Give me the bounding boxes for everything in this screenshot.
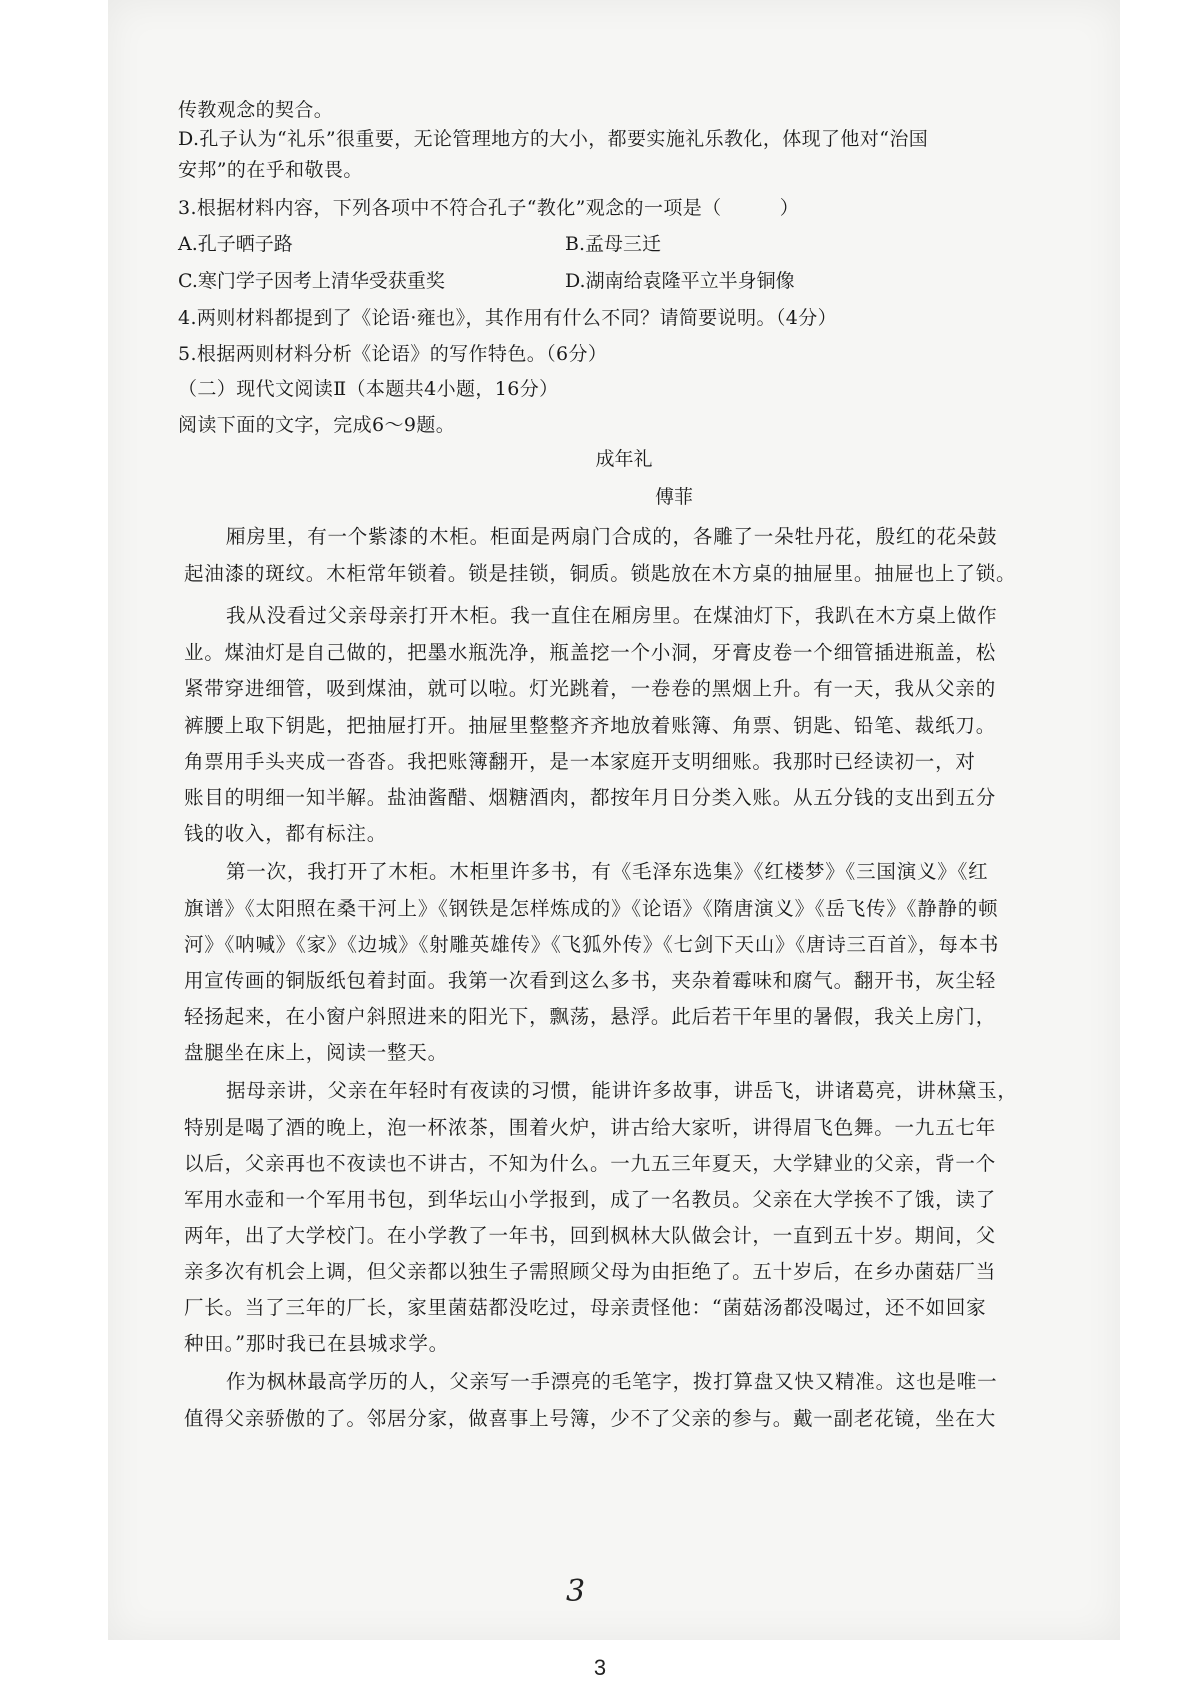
question-5: 5.根据两则材料分析《论语》的写作特色。（6分） <box>178 343 608 365</box>
question-3-option-b: B.孟母三迁 <box>565 233 662 255</box>
article-line: 轻扬起来，在小窗户斜照进来的阳光下，飘荡，悬浮。此后若干年里的暑假，我关上房门， <box>184 1005 997 1028</box>
article-line: 裤腰上取下钥匙，把抽屉打开。抽屉里整整齐齐地放着账簿、角票、钥匙、铅笔、裁纸刀。 <box>184 714 997 737</box>
article-line: 角票用手头夹成一沓沓。我把账簿翻开，是一本家庭开支明细账。我那时已经读初一，对 <box>184 750 976 773</box>
article-line: 作为枫林最高学历的人，父亲写一手漂亮的毛笔字，拨打算盘又快又精准。这也是唯一 <box>226 1370 998 1393</box>
article-line: 用宣传画的铜版纸包着封面。我第一次看到这么多书，夹杂着霉味和腐气。翻开书，灰尘轻 <box>184 969 997 992</box>
article-line: 业。煤油灯是自己做的，把墨水瓶洗净，瓶盖挖一个小洞，牙膏皮卷一个细管插进瓶盖，松 <box>184 641 997 664</box>
handwritten-page-number: 3 <box>566 1574 586 1609</box>
article-line: 起油漆的斑纹。木柜常年锁着。锁是挂锁，铜质。锁匙放在木方桌的抽屉里。抽屉也上了锁。 <box>184 562 1017 585</box>
option-c-continuation: 传教观念的契合。 <box>178 99 334 121</box>
article-line: 特别是喝了酒的晚上，泡一杯浓茶，围着火炉，讲古给大家听，讲得眉飞色舞。一九五七年 <box>184 1116 997 1139</box>
article-line: 第一次，我打开了木柜。木柜里许多书，有《毛泽东选集》《红楼梦》《三国演义》《红 <box>226 860 989 883</box>
article-line: 厂长。当了三年的厂长，家里菌菇都没吃过，母亲责怪他：“菌菇汤都没喝过，还不如回家 <box>184 1296 987 1319</box>
article-line: 旗谱》《太阳照在桑干河上》《钢铁是怎样炼成的》《论语》《隋唐演义》《岳飞传》《静静的顿 <box>184 897 999 920</box>
question-4: 4.两则材料都提到了《论语·雍也》，其作用有什么不同？请简要说明。（4分） <box>178 307 838 329</box>
article-line: 亲多次有机会上调，但父亲都以独生子需照顾父母为由拒绝了。五十岁后，在乡办菌菇厂当 <box>184 1260 997 1283</box>
question-3: 3.根据材料内容，下列各项中不符合孔子“教化”观念的一项是（ ） <box>178 197 800 219</box>
article-line: 据母亲讲，父亲在年轻时有夜读的习惯，能讲许多故事，讲岳飞，讲诸葛亮，讲林黛玉， <box>226 1079 1018 1102</box>
article-line: 我从没看过父亲母亲打开木柜。我一直住在厢房里。在煤油灯下，我趴在木方桌上做作 <box>226 604 998 627</box>
page-number: 3 <box>593 1655 607 1680</box>
article-line: 值得父亲骄傲的了。邻居分家，做喜事上号簿，少不了父亲的参与。戴一副老花镜，坐在大 <box>184 1407 997 1430</box>
article-line: 厢房里，有一个紫漆的木柜。柜面是两扇门合成的，各雕了一朵牡丹花，殷红的花朵鼓 <box>226 525 998 548</box>
article-line: 钱的收入，都有标注。 <box>184 822 388 845</box>
article-line: 军用水壶和一个军用书包，到华坛山小学报到，成了一名教员。父亲在大学挨不了饿，读了 <box>184 1188 997 1211</box>
option-d-line-1: D.孔子认为“礼乐”很重要，无论管理地方的大小，都要实施礼乐教化，体现了他对“治国 <box>178 128 929 150</box>
article-author: 傅菲 <box>654 486 693 508</box>
article-line: 盘腿坐在床上，阅读一整天。 <box>184 1041 448 1064</box>
article-line: 河》《呐喊》《家》《边城》《射雕英雄传》《飞狐外传》《七剑下天山》《唐诗三百首》，每本书 <box>184 933 1000 956</box>
question-3-option-c: C.寒门学子因考上清华受获重奖 <box>178 270 445 292</box>
article-line: 两年，出了大学校门。在小学教了一年书，回到枫林大队做会计，一直到五十岁。期间，父 <box>184 1224 997 1247</box>
option-d-line-2: 安邦”的在乎和敬畏。 <box>178 159 363 181</box>
article-title: 成年礼 <box>595 448 653 470</box>
article-line: 紧带穿进细管，吸到煤油，就可以啦。灯光跳着，一卷卷的黑烟上升。有一天，我从父亲的 <box>184 677 997 700</box>
question-3-option-a: A.孔子晒子路 <box>178 233 293 255</box>
article-line: 种田。”那时我已在县城求学。 <box>184 1332 449 1355</box>
question-3-option-d: D.湖南给袁隆平立半身铜像 <box>565 270 795 292</box>
section-heading: （二）现代文阅读Ⅱ（本题共4小题，16分） <box>178 378 559 400</box>
article-line: 以后，父亲再也不夜读也不讲古，不知为什么。一九五三年夏天，大学肄业的父亲，背一个 <box>184 1152 997 1175</box>
article-line: 账目的明细一知半解。盐油酱醋、烟糖酒肉，都按年月日分类入账。从五分钱的支出到五分 <box>184 786 997 809</box>
section-instruction: 阅读下面的文字，完成6～9题。 <box>178 414 456 436</box>
